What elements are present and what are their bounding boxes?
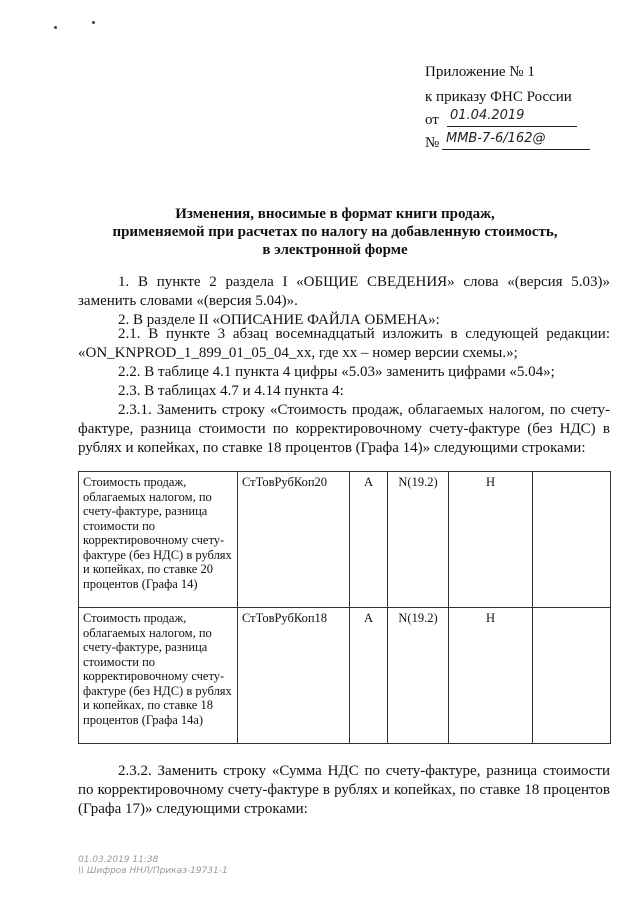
- cell-required: Н: [449, 608, 533, 744]
- paragraph-2-3: 2.3. В таблицах 4.7 и 4.14 пункта 4:: [118, 383, 344, 399]
- cell-description: Стоимость продаж, облагаемых налогом, по счету-фактуре, разница стоимости по корректировочному счету-фактуре (без НДС) в рублях и копейках, по ставке 20 процентов (Графа 14): [79, 472, 238, 608]
- cell-kind: А: [350, 472, 388, 608]
- paragraph-2-3-2: 2.3.2. Заменить строку «Сумма НДС по счету-фактуре, разница стоимости по корректировочному счету-фактуре в рублях и копейках, по ставке 18 процентов (Графа 17)» следующими строками:: [78, 763, 610, 817]
- appendix-line-2: к приказу ФНС России: [425, 89, 572, 105]
- paragraph-2-3-1: 2.3.1. Заменить строку «Стоимость продаж, облагаемых налогом, по счету-фактуре, разница стоимости по корректировочному счету-фактуре (без НДС) в рублях и копейках, по ставке 18 процентов (Графа 14)» следующими строками:: [78, 402, 610, 456]
- cell-extra: [533, 608, 611, 744]
- cell-extra: [533, 472, 611, 608]
- cell-code: СтТовРубКоп20: [238, 472, 350, 608]
- file-stamp-line-2: \\ Шифров ННЛ/Приказ-19731-1: [78, 866, 228, 876]
- date-underline: [447, 126, 577, 127]
- appendix-date-prefix: от: [425, 112, 439, 128]
- paragraph-2-1: 2.1. В пункте 3 абзац восемнадцатый изложить в следующей редакции: «ON_KNPROD_1_899_01_05_04_xx, где xx – номер версии схемы.»;: [78, 326, 610, 361]
- paragraph-1: 1. В пункте 2 раздела I «ОБЩИЕ СВЕДЕНИЯ» слова «(версия 5.03)» заменить словами «(версия 5.04)».: [78, 274, 610, 309]
- cell-code: СтТовРубКоп18: [238, 608, 350, 744]
- scan-speck: [92, 21, 95, 24]
- cell-format: N(19.2): [388, 472, 449, 608]
- paragraph-2: 2. В разделе II «ОПИСАНИЕ ФАЙЛА ОБМЕНА»:: [118, 312, 440, 328]
- table-row: [79, 608, 611, 744]
- appendix-number-prefix: №: [425, 135, 440, 151]
- appendix-date-value: 01.04.2019: [450, 108, 525, 123]
- replacement-table: [78, 471, 611, 744]
- appendix-line-1: Приложение № 1: [425, 64, 535, 80]
- appendix-number-value: ММВ-7-6/162@: [446, 131, 546, 146]
- file-stamp-line-1: 01.03.2019 11:38: [78, 855, 159, 865]
- title-line-1: Изменения, вносимые в формат книги продаж,: [175, 206, 495, 222]
- table-row: [79, 472, 611, 608]
- cell-format: N(19.2): [388, 608, 449, 744]
- paragraph-2-2: 2.2. В таблице 4.1 пункта 4 цифры «5.03» заменить цифрами «5.04»;: [118, 364, 555, 380]
- title-line-2: применяемой при расчетах по налогу на добавленную стоимость,: [112, 224, 558, 240]
- scan-speck: [54, 26, 57, 29]
- cell-kind: А: [350, 608, 388, 744]
- title-line-3: в электронной форме: [262, 242, 408, 258]
- cell-description: Стоимость продаж, облагаемых налогом, по счету-фактуре, разница стоимости по корректировочному счету-фактуре (без НДС) в рублях и копейках, по ставке 18 процентов (Графа 14а): [79, 608, 238, 744]
- cell-required: Н: [449, 472, 533, 608]
- document-title: [80, 205, 590, 259]
- number-underline: [442, 149, 590, 150]
